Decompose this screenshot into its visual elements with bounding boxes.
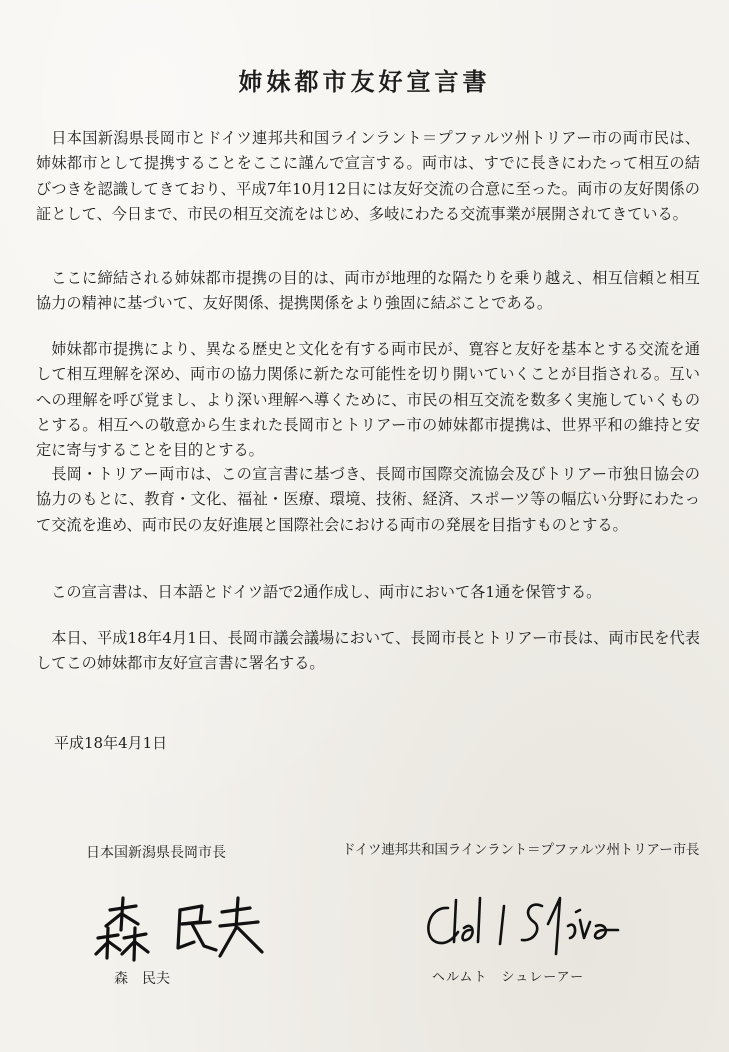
document-date: 平成18年4月1日	[54, 734, 168, 752]
paragraph-5: この宣言書は、日本語とドイツ語で2通作成し、両市において各1通を保管する。	[51, 583, 602, 601]
paragraph-4: 長岡・トリアー両市は、この宣言書に基づき、長岡市国際交流協会及びトリアー市独日協会の協力のもとに、教育・文化、福祉・医療、環境、技術、経済、スポーツ等の幅広い分野にわたって交流を進め、両市民の友好進展と国際社会における両市の発展を目指すものとする。	[36, 465, 700, 534]
right-handwritten-signature	[418, 890, 638, 970]
left-handwritten-signature	[92, 892, 272, 972]
paragraph-1: 日本国新潟県長岡市とドイツ連邦共和国ラインラント＝プファルツ州トリアー市の両市民は、姉妹都市として提携することをここに謹んで宣言する。両市は、すでに長きにわたって相互の結びつきを認識してきており、平成7年10月12日には友好交流の合意に至った。両市の友好関係の証として、今日まで、市民の相互交流をはじめ、多岐にわたる交流事業が展開されてきている。	[36, 129, 700, 223]
right-signatory-name: ヘルムト シュレーアー	[432, 970, 585, 985]
left-signatory-name: 森 民夫	[114, 971, 170, 987]
paragraph-3: 姉妹都市提携により、異なる歴史と文化を有する両市民が、寛容と友好を基本とする交流を通して相互理解を深め、両市の協力関係に新たな可能性を切り開いていくことが目指される。互いへの理解を呼び覚まし、より深い理解へ導くために、市民の相互交流を数多く実施していくものとする。相互への敬意から生まれた長岡市とトリアー市の姉妹都市提携は、世界平和の維持と安定に寄与することを目的とする。	[36, 340, 701, 460]
right-signatory-title: ドイツ連邦共和国ラインラント＝プファルツ州トリアー市長	[342, 842, 700, 858]
left-signatory-title: 日本国新潟県長岡市長	[86, 845, 226, 861]
paragraph-6: 本日、平成18年4月1日、長岡市議会議場において、長岡市長とトリアー市長は、両市民を代表してこの姉妹都市友好宣言書に署名する。	[36, 629, 700, 673]
document-title: 姉妹都市友好宣言書	[238, 67, 491, 96]
paragraph-2: ここに締結される姉妹都市提携の目的は、両市が地理的な隔たりを乗り越え、相互信頼と相互協力の精神に基づいて、友好関係、提携関係をより強固に結ぶことである。	[36, 269, 700, 313]
